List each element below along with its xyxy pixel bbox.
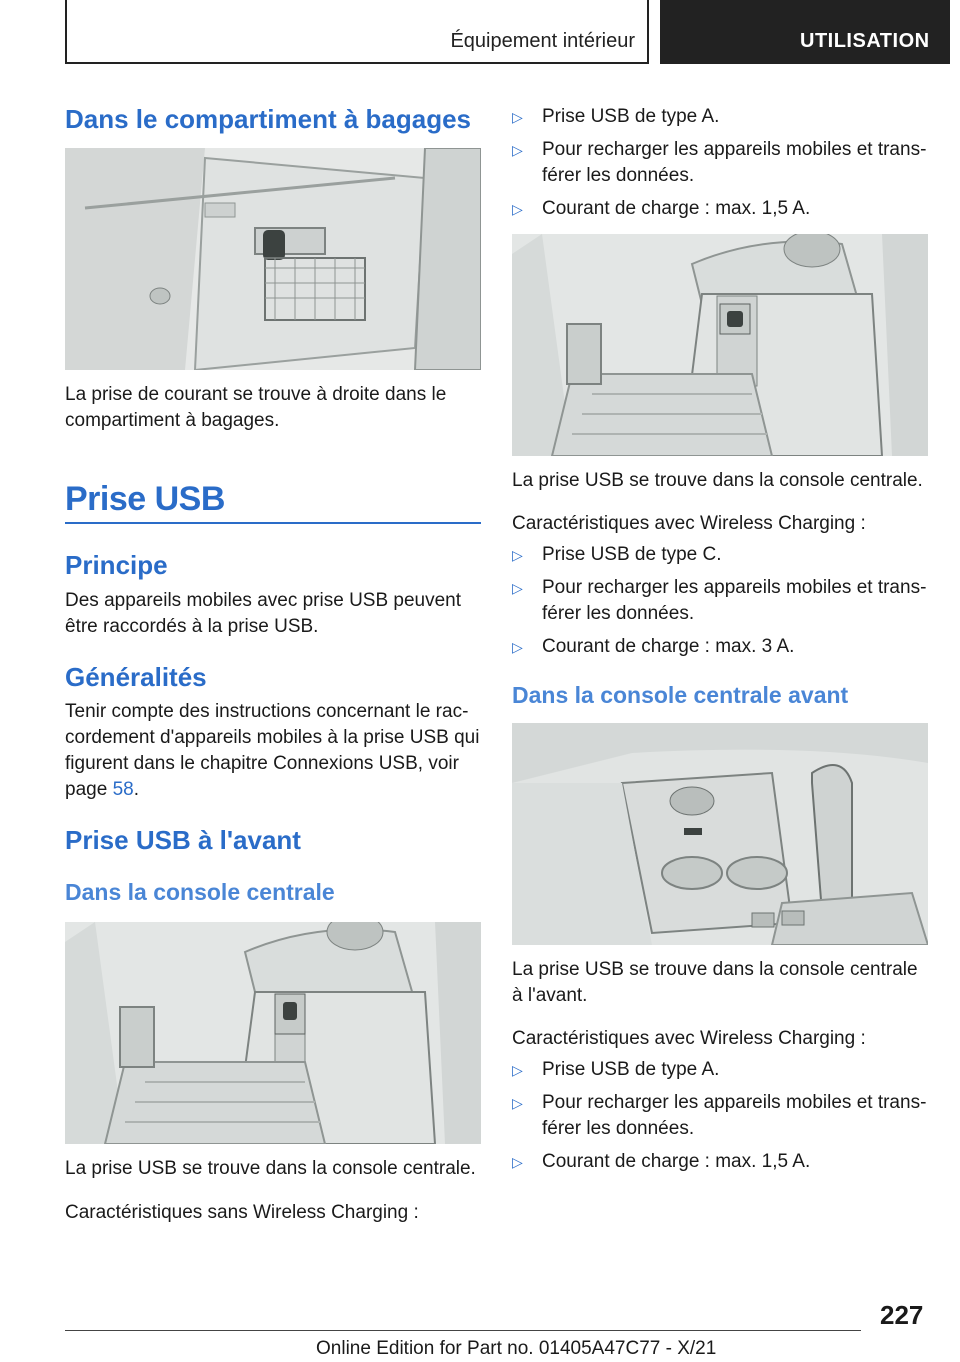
heading-usb-avant: Prise USB à l'avant <box>65 825 301 855</box>
text-console-avant: La prise USB se trouve dans la console centrale à l'avant. <box>512 959 918 1006</box>
triangle-right-icon: ▷ <box>512 1062 523 1078</box>
list-item: ▷ Prise USB de type C. <box>512 542 928 568</box>
heading-generalites: Généralités <box>65 662 207 692</box>
text-console: La prise USB se trouve dans la console centrale. <box>65 1158 476 1179</box>
figure-console-avant <box>512 723 928 945</box>
text-console-2: La prise USB se trouve dans la console centrale. <box>512 470 923 491</box>
page-link[interactable]: 58 <box>112 779 134 800</box>
list-item: ▷ Pour recharger les appareils mobiles et transférer les données. <box>512 139 927 186</box>
text-generalites-end: . <box>133 779 139 800</box>
header-section-box <box>660 0 950 64</box>
heading-console: Dans la console centrale <box>65 879 335 905</box>
text-principe: Des appareils mobiles avec prise USB peuvent être raccordés à la prise USB. <box>65 590 462 637</box>
footer-edition: Online Edition for Part no. 01405A47C77 - X/21 <box>316 1338 717 1359</box>
list-item: ▷ Prise USB de type A. <box>512 1057 928 1083</box>
text-generalites <box>65 699 481 803</box>
header-chapter-box <box>65 0 649 64</box>
figure-console <box>65 922 481 1144</box>
list-type-a-1 <box>512 104 928 229</box>
list-item: ▷ Prise USB de type A. <box>512 104 928 130</box>
triangle-right-icon: ▷ <box>512 142 523 158</box>
heading-console-avant: Dans la console centrale avant <box>512 682 849 708</box>
heading-rule <box>65 522 481 524</box>
text-bagages: La prise de courant se trouve à droite dans le compartiment à bagages. <box>65 384 447 431</box>
list-item: ▷ Courant de charge : max. 1,5 A. <box>512 196 928 222</box>
figure-console-2 <box>512 234 928 456</box>
text-generalites-body: Tenir compte des instructions concernant le raccordement d'appareils mobiles à la prise USB qui figurent dans le chapitre Connexions USB, voir page <box>65 701 480 800</box>
list-item: ▷ Pour recharger les appareils mobiles et transférer les données. <box>512 577 927 624</box>
heading-bagages: Dans le compartiment à bagages <box>65 104 472 134</box>
triangle-right-icon: ▷ <box>512 1095 523 1111</box>
list-item: ▷ Courant de charge : max. 3 A. <box>512 634 928 660</box>
figure-trunk <box>65 148 481 370</box>
footer-rule <box>65 1330 861 1331</box>
list-item: ▷ Pour recharger les appareils mobiles et transférer les données. <box>512 1092 927 1139</box>
heading-principe: Principe <box>65 550 168 580</box>
list-type-c <box>512 542 928 667</box>
text-avec-wireless-2: Caractéristiques avec Wireless Charging : <box>512 1028 866 1049</box>
triangle-right-icon: ▷ <box>512 547 523 563</box>
triangle-right-icon: ▷ <box>512 580 523 596</box>
text-avec-wireless: Caractéristiques avec Wireless Charging : <box>512 513 866 534</box>
list-item: ▷ Courant de charge : max. 1,5 A. <box>512 1149 928 1175</box>
list-type-a-2 <box>512 1057 928 1182</box>
triangle-right-icon: ▷ <box>512 201 523 217</box>
triangle-right-icon: ▷ <box>512 109 523 125</box>
header-chapter: Équipement intérieur <box>450 30 635 52</box>
text-sans-wireless: Caractéristiques sans Wireless Charging : <box>65 1202 419 1223</box>
triangle-right-icon: ▷ <box>512 1154 523 1170</box>
header-section: UTILISATION <box>800 30 930 52</box>
triangle-right-icon: ▷ <box>512 639 523 655</box>
page-number: 227 <box>880 1300 924 1330</box>
heading-prise-usb: Prise USB <box>65 480 225 518</box>
